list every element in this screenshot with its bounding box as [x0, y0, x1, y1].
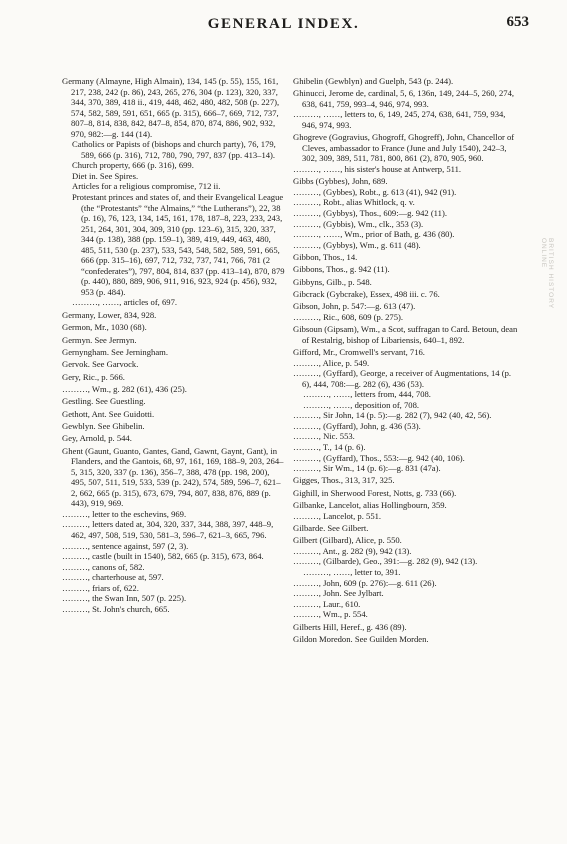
- index-entry: Gibsoun (Gipsam), Wm., a Scot, suffragan to Card. Betoun, dean of Restalrig, bishop of Libariensis, 640–1, 892.: [293, 324, 518, 345]
- index-column-right: [293, 76, 521, 644]
- index-entry: ………, John, 609 (p. 276):—g. 611 (26).: [293, 577, 437, 588]
- index-entry: ………, (Gybbys), Wm., g. 611 (48).: [293, 239, 421, 250]
- index-entry: Ghogreve (Gogravius, Ghogroff, Ghogreff), John, Chancellor of Cleves, ambassador to France (June and July 1540), 242–3, 302, 309, 389, 511, 781, 800, 861 (2), 870, 905, 960.: [293, 132, 515, 164]
- index-entry: Germany (Almayne, High Almain), 134, 145 (p. 55), 155, 161, 217, 238, 242 (p. 86), 243, 265, 276, 304 (p. 123), 320, 337, 344, 370, 389, 418 ii., 419, 448, 462, 480, 482, 508 (p. 227), 574, 582, 589, 591, 651, 665 (p. 315), 666–7, 669, 712, 737, 807–8, 814, 838, 842, 847–8, 854, 870, 874, 886, 902, 932, 970, 982:—g. 144 (14).: [62, 76, 280, 139]
- index-entry: ………, St. John's church, 665.: [62, 603, 170, 614]
- index-entry: ………, ……, his sister's house at Antwerp, 511.: [293, 163, 462, 174]
- index-entry: Gibcrack (Gybcrake), Essex, 498 iii. c. 76.: [293, 288, 440, 299]
- index-entry: Diet in. See Spires.: [72, 170, 139, 181]
- index-entry: ………, Nic. 553.: [293, 431, 355, 442]
- index-entry: Gervok. See Garvock.: [62, 359, 139, 370]
- index-column-left: [62, 76, 286, 614]
- index-entry: ………, ……, Wm., prior of Bath, g. 436 (80).: [293, 229, 455, 240]
- index-entry: Catholics or Papists of (bishops and church party), 76, 179, 589, 666 (p. 316), 712, 780, 790, 797, 837 (pp. 413–14).: [72, 139, 276, 160]
- index-entry: Gey, Arnold, p. 544.: [62, 433, 132, 444]
- index-entry: ………, Lancelot, p. 551.: [293, 510, 382, 521]
- index-entry: ………, Sir John, 14 (p. 5):—g. 282 (7), 942 (40, 42, 56).: [293, 410, 492, 421]
- index-entry: Gestling. See Guestling.: [62, 396, 146, 407]
- index-entry: Gilbanke, Lancelot, alias Hollingbourn, 359.: [293, 500, 447, 511]
- page-number: 653: [506, 14, 529, 30]
- index-entry: Articles for a religious compromise, 712 ii.: [72, 181, 221, 192]
- index-entry: ………, canons of, 582.: [62, 561, 145, 572]
- index-entry: ………, ……, articles of, 697.: [72, 297, 178, 308]
- index-entry: ………, ……, deposition of, 708.: [303, 399, 420, 410]
- index-entry: ………, friars of, 622.: [62, 582, 139, 593]
- index-entry: ………, ……, letter to, 391.: [303, 567, 401, 578]
- index-entry: Gibbyns, Gilb., p. 548.: [293, 276, 372, 287]
- index-entry: ………, (Gyffard), George, a receiver of Augmentations, 14 (p. 6), 444, 708:—g. 282 (6), 436 (53).: [293, 368, 512, 389]
- index-entry: ………, castle (built in 1540), 582, 665 (p. 315), 673, 864.: [62, 551, 264, 562]
- index-entry: Ghent (Gaunt, Guanto, Gantes, Gand, Gawnt, Gaynt, Gant), in Flanders, and the Gantois, 68, 97, 161, 169, 188–9, 203, 264–5, 315, 320, 337 (p. 136), 356–7, 388, 478 (pp. 198, 200), 495, 507, 511, 519, 533, 539 (p. 242), 574, 589, 596–7, 621–2, 662, 665 (p. 315), 673, 679, 794, 807, 838, 876, 889 (p. 443), 919, 969.: [62, 445, 284, 509]
- index-entry: Gildon Moredon. See Guilden Morden.: [293, 633, 429, 644]
- index-entry: ………, letter to the eschevins, 969.: [62, 508, 187, 519]
- index-entry: ………, Wm., g. 282 (61), 436 (25).: [62, 383, 187, 394]
- index-entry: Protestant princes and states of, and their Evangelical League (the “Protestants” “the Almains,” “the Lutherans”), 22, 38 (p. 16), 76, 123, 134, 145, 161, 178, 187–8, 223, 233, 243, 251, 264, 301, 304, 309, 310 (pp. 123–6), 315, 320, 337, 344 (p. 138), 388 (pp. 159–1), 389, 419, 449, 463, 480, 485, 511, 530 (p. 237), 533, 543, 548, 582, 589, 591, 665, 666 (pp. 315–16), 697, 712, 732, 737, 741, 766, 781 (2 “confederates”), 797, 804, 814, 837 (pp. 413–14), 870, 879 (p. 440), 880, 889, 906, 911, 916, 923, 924 (p. 456), 932, 953 (p. 484).: [72, 192, 285, 297]
- index-entry: ………, (Gybbes), Robt., g. 613 (41), 942 (91).: [293, 186, 457, 197]
- index-entry: ………, T., 14 (p. 6).: [293, 442, 366, 453]
- index-entry: ………, Alice, p. 549.: [293, 357, 370, 368]
- index-entry: ………, the Swan Inn, 507 (p. 225).: [62, 593, 187, 604]
- index-entry: Gethott, Ant. See Guidotti.: [62, 408, 155, 419]
- index-entry: Gibson, John, p. 547:—g. 613 (47).: [293, 301, 416, 312]
- index-entry: Germany, Lower, 834, 928.: [62, 309, 157, 320]
- index-entry: ………, (Gybbis), Wm., clk., 353 (3).: [293, 218, 424, 229]
- index-entry: Gibbs (Gybbes), John, 689.: [293, 176, 388, 187]
- running-header: [0, 14, 567, 40]
- index-entry: Gighill, in Sherwood Forest, Notts, g. 733 (66).: [293, 487, 457, 498]
- page-title: GENERAL INDEX.: [207, 16, 360, 32]
- index-entry: Gibbons, Thos., g. 942 (11).: [293, 264, 390, 275]
- index-entry: ………, (Gilbarde), Geo., 391:—g. 282 (9), 942 (13).: [293, 556, 478, 567]
- index-entry: ………, Wm., p. 554.: [293, 609, 368, 620]
- index-entry: Gery, Ric., p. 566.: [62, 371, 125, 382]
- index-entry: Germon, Mr., 1030 (68).: [62, 322, 147, 333]
- index-entry: ………, Laur., 610.: [293, 598, 361, 609]
- index-entry: ………, John. See Jylbart.: [293, 588, 384, 599]
- index-entry: Gilbert (Gilbard), Alice, p. 550.: [293, 535, 402, 546]
- index-entry: ………, (Gyffard), John, g. 436 (53).: [293, 420, 421, 431]
- index-entry: Gibbon, Thos., 14.: [293, 251, 358, 262]
- index-entry: Gifford, Mr., Cromwell's servant, 716.: [293, 347, 425, 358]
- index-entry: ………, letters dated at, 304, 320, 337, 344, 388, 397, 448–9, 462, 497, 508, 519, 530, 581–3, 596–7, 621–3, 665, 796.: [62, 519, 274, 540]
- watermark-stamp: BRITISH HISTORY ONLINE: [540, 238, 554, 309]
- index-entry: ………, Robt., alias Whitlock, q. v.: [293, 197, 415, 208]
- index-entry: ………, ……, letters from, 444, 708.: [303, 389, 431, 400]
- index-entry: Ghinucci, Jerome de, cardinal, 5, 6, 136n, 149, 244–5, 260, 274, 638, 641, 759, 993–4, 946, 974, 993.: [293, 88, 515, 109]
- index-entry: Gewblyn. See Ghibelin.: [62, 420, 145, 431]
- index-entry: Ghibelin (Gewblyn) and Guelph, 543 (p. 244).: [293, 76, 454, 86]
- index-entry: Gilbarde. See Gilbert.: [293, 523, 369, 534]
- index-entry: ………, sentence against, 597 (2, 3).: [62, 540, 189, 551]
- index-entry: Gigges, Thos., 313, 317, 325.: [293, 475, 395, 486]
- index-entry: ………, (Gyffard), Thos., 553:—g. 942 (40, 106).: [293, 452, 465, 463]
- index-entry: ………, ……, letters to, 6, 149, 245, 274, 638, 641, 759, 934, 946, 974, 993.: [293, 109, 506, 130]
- index-entry: Germyn. See Jermyn.: [62, 334, 137, 345]
- index-entry: ………, charterhouse at, 597.: [62, 572, 164, 583]
- index-entry: Church property, 666 (p. 316), 699.: [72, 160, 194, 171]
- index-entry: ………, Sir Wm., 14 (p. 6):—g. 831 (47a).: [293, 463, 441, 474]
- index-entry: ………, Ant., g. 282 (9), 942 (13).: [293, 545, 412, 556]
- index-entry: Gernyngham. See Jerningham.: [62, 346, 168, 357]
- index-entry: ………, Ric., 608, 609 (p. 275).: [293, 311, 404, 322]
- index-entry: Gilberts Hill, Heref., g. 436 (89).: [293, 621, 407, 632]
- index-entry: ………, (Gybbys), Thos., 609:—g. 942 (11).: [293, 207, 447, 218]
